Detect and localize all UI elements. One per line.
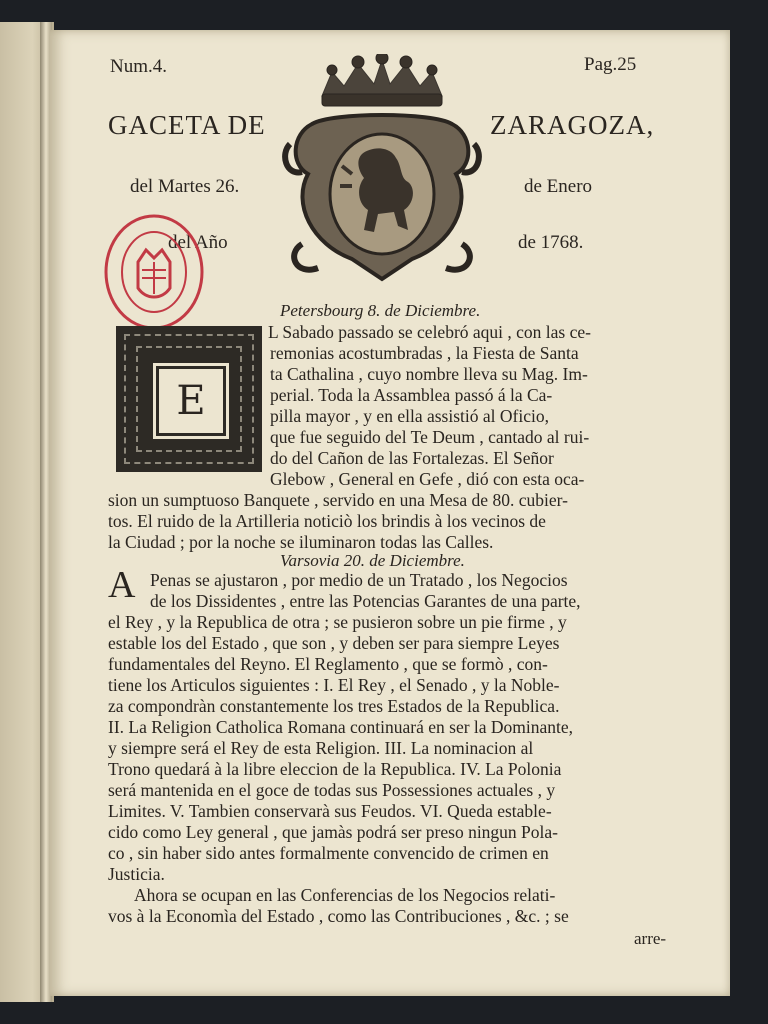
year: de 1768.: [518, 232, 584, 253]
text-line: tos. El ruido de la Artilleria noticiò los brindis à los vecinos de: [108, 511, 546, 531]
text-line: perial. Toda la Assamblea passó á la Ca-: [270, 385, 553, 405]
text-line: II. La Religion Catholica Romana continuará en ser la Dominante,: [108, 717, 574, 737]
text-line: do del Cañon de las Fortalezas. El Señor: [270, 448, 554, 468]
text-line: de los Dissidentes , entre las Potencias Garantes de una parte,: [150, 591, 581, 611]
dateline-varsovia: Varsovia 20. de Diciembre.: [280, 551, 465, 570]
text-line: L Sabado passado se celebró aqui , con las ce-: [268, 322, 591, 342]
text-line: Limites. V. Tambien conservarà sus Feudos. VI. Queda estable-: [108, 801, 552, 821]
text-line: za compondràn constantemente los tres Estados de la Republica.: [108, 696, 560, 716]
text-line: fundamentales del Reyno. El Reglamento , que se formò , con-: [108, 654, 548, 674]
text-line: estable los del Estado , que son , y deben ser para siempre Leyes: [108, 633, 560, 653]
text-line: pilla mayor , y en ella assistió al Oficio,: [270, 406, 549, 426]
coat-of-arms-icon: [282, 54, 482, 290]
text-line: vos à la Economìa del Estado , como las Contribuciones , &c. ; se: [108, 906, 569, 926]
text-line: Trono quedará à la libre eleccion de la Republica. IV. La Polonia: [108, 759, 562, 779]
text-line: Glebow , General en Gefe , dió con esta oca-: [270, 469, 585, 489]
month: de Enero: [524, 176, 593, 197]
text-line: ta Cathalina , cuyo nombre lleva su Mag. Im-: [270, 364, 588, 384]
text-line: Penas se ajustaron , por medio de un Tratado , los Negocios: [150, 570, 568, 590]
text-line: el Rey , y la Republica de otra ; se pusieron sobre un pie firme , y: [108, 612, 567, 632]
text-line: co , sin haber sido antes formalmente convencido de crimen en: [108, 843, 549, 863]
initial-letter: E: [176, 378, 206, 424]
dateline-petersbourg: Petersbourg 8. de Diciembre.: [280, 301, 481, 320]
text-line: la Ciudad ; por la noche se iluminaron todas las Calles.: [108, 532, 494, 552]
newspaper-page: [50, 30, 730, 996]
text-line: sion un sumptuoso Banquete , servido en una Mesa de 80. cubier-: [108, 490, 568, 510]
text-line: que fue seguido del Te Deum , cantado al rui-: [270, 427, 590, 447]
text-line: remonias acostumbradas , la Fiesta de Santa: [270, 343, 579, 363]
text-line: será mantenida en el goce de todas sus Possessiones actuales , y: [108, 780, 556, 800]
issue-number: Num.4.: [110, 56, 167, 77]
text-line: Ahora se ocupan en las Conferencias de los Negocios relati-: [134, 885, 556, 905]
year-label: del Año: [168, 232, 228, 253]
catchword: arre-: [634, 929, 667, 948]
text-line: y siempre será el Rey de esta Religion. III. La nominacion al: [108, 738, 534, 758]
title-left: GACETA DE: [108, 110, 266, 140]
text-line: cido como Ley general , que jamàs podrá ser preso ningun Pola-: [108, 822, 559, 842]
title-right: ZARAGOZA,: [490, 110, 655, 140]
decorated-initial-e: [116, 326, 262, 472]
initial-letter-a: A: [108, 564, 136, 606]
page-number: Pag.25: [584, 54, 637, 75]
weekday-date: del Martes 26.: [130, 176, 240, 197]
text-line: Justicia.: [108, 864, 165, 884]
text-line: tiene los Articulos siguientes : I. El Rey , el Senado , y la Noble-: [108, 675, 560, 695]
library-stamp-icon: [102, 210, 212, 330]
